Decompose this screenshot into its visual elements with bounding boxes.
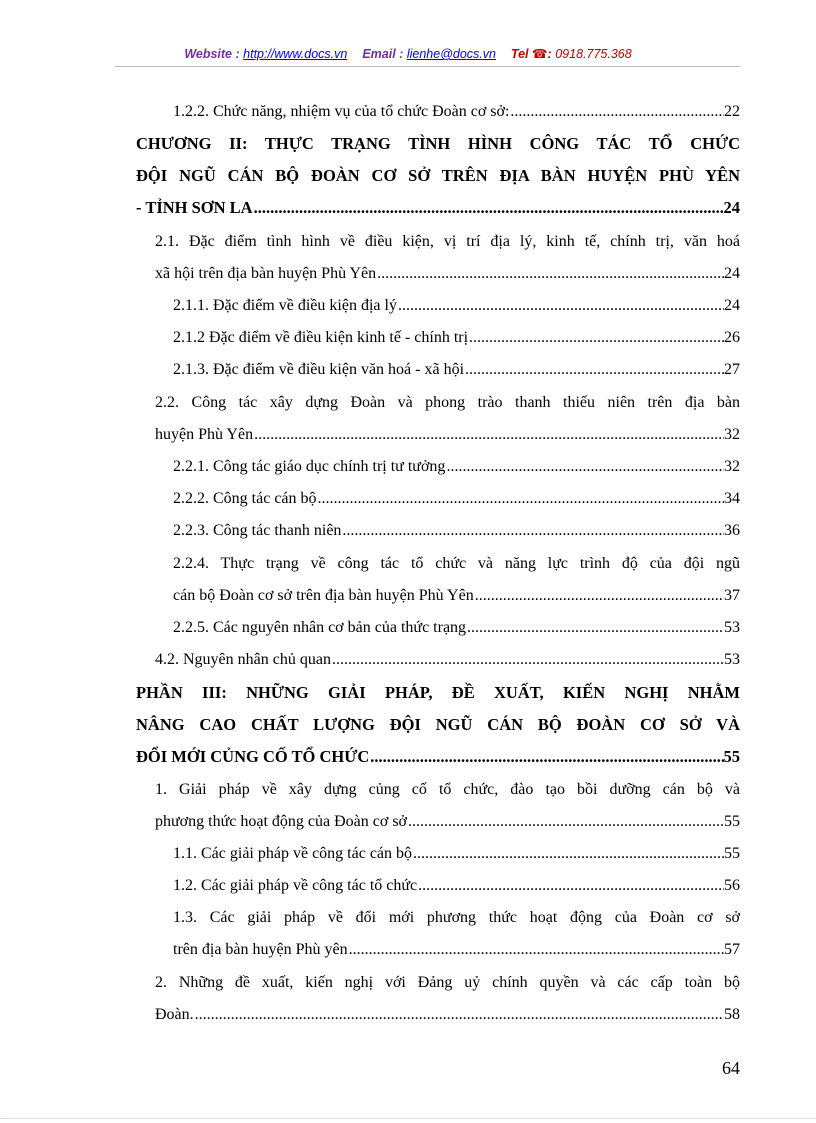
toc-entry[interactable]: 2.1. Đặc điểm tình hình về điều kiện, vị trí địa lý, kinh tế, chính trị, văn hoá xyxy=(155,233,740,250)
toc-entry[interactable]: Đoàn. ..... 58 xyxy=(155,999,740,1031)
toc-entry[interactable]: 2. Những đề xuất, kiến nghị với Đảng uỷ chính quyền và các cấp toàn bộ xyxy=(155,974,740,991)
toc-entry[interactable]: NÂNG CAO CHẤT LƯỢNG ĐỘI NGŨ CÁN BỘ ĐOÀN CƠ SỞ VÀ xyxy=(136,715,740,734)
toc-entry[interactable]: ĐỘI NGŨ CÁN BỘ ĐOÀN CƠ SỞ TRÊN ĐỊA BÀN HUYỆN PHÙ YÊN xyxy=(136,166,740,185)
toc-entry[interactable]: 2.2.3. Công tác thanh niên ..... 36 xyxy=(173,515,740,547)
email-label: Email : xyxy=(362,47,404,61)
toc-entry[interactable]: 2.1.1. Đặc điểm về điều kiện địa lý ..... 24 xyxy=(173,290,740,322)
toc-entry[interactable]: 2.2.5. Các nguyên nhân cơ bản của thức trạng ..... 53 xyxy=(173,612,740,644)
website-link[interactable]: http://www.docs.vn xyxy=(243,47,348,61)
toc-entry[interactable]: - TỈNH SƠN LA ..... 24 xyxy=(136,192,740,224)
toc-entry[interactable]: cán bộ Đoàn cơ sở trên địa bàn huyện Phù Yên ..... 37 xyxy=(173,580,740,612)
toc-entry[interactable]: huyện Phù Yên ..... 32 xyxy=(155,419,740,451)
toc-entry[interactable]: ĐỔI MỚI CỦNG CỐ TỔ CHỨC ..... 55 xyxy=(136,741,740,773)
toc-entry[interactable]: 2.1.2 Đặc điểm về điều kiện kinh tế - chính trị ..... 26 xyxy=(173,322,740,354)
header-divider xyxy=(115,66,740,67)
toc-entry[interactable]: 2.2.4. Thực trạng về công tác tổ chức và năng lực trình độ của đội ngũ xyxy=(173,555,740,572)
toc-entry[interactable]: 2.2.2. Công tác cán bộ ..... 34 xyxy=(173,483,740,515)
email-link[interactable]: lienhe@docs.vn xyxy=(406,47,496,61)
toc-entry[interactable]: 1.2.2. Chức năng, nhiệm vụ của tổ chức Đoàn cơ sở: ..... 22 xyxy=(173,96,740,128)
page-header xyxy=(0,46,816,61)
tel-number: 0918.775.368 xyxy=(555,47,632,61)
tel-label: Tel ☎: xyxy=(510,47,552,61)
toc-entry[interactable]: 1.2. Các giải pháp về công tác tổ chức ..... 56 xyxy=(173,870,740,902)
toc-entry[interactable]: 2.1.3. Đặc điểm về điều kiện văn hoá - xã hội ..... 27 xyxy=(173,354,740,386)
toc-entry[interactable]: xã hội trên địa bàn huyện Phù Yên ..... 24 xyxy=(155,258,740,290)
toc-entry[interactable]: CHƯƠNG II: THỰC TRẠNG TÌNH HÌNH CÔNG TÁC TỔ CHỨC xyxy=(136,134,740,153)
toc-entry[interactable]: 2.2. Công tác xây dựng Đoàn và phong trào thanh thiếu niên trên địa bàn xyxy=(155,394,740,411)
page-number: 64 xyxy=(722,1058,740,1078)
toc-entry[interactable]: 1.3. Các giải pháp về đổi mới phương thức hoạt động của Đoàn cơ sở xyxy=(173,909,740,926)
website-label: Website : xyxy=(184,47,240,61)
footer-divider xyxy=(0,1118,816,1119)
toc-entry[interactable]: 1. Giải pháp về xây dựng củng cố tổ chức, đào tạo bồi dưỡng cán bộ và xyxy=(155,781,740,798)
toc-entry[interactable]: 2.2.1. Công tác giáo dục chính trị tư tưởng ..... 32 xyxy=(173,451,740,483)
toc-entry[interactable]: PHẦN III: NHỮNG GIẢI PHÁP, ĐỀ XUẤT, KIẾN NGHỊ NHẰM xyxy=(136,683,740,702)
toc-entry[interactable]: 4.2. Nguyên nhân chủ quan ..... 53 xyxy=(155,644,740,676)
toc-entry[interactable]: trên địa bàn huyện Phù yên ..... 57 xyxy=(173,934,740,966)
toc-entry[interactable]: 1.1. Các giải pháp về công tác cán bộ ..... 55 xyxy=(173,838,740,870)
toc-entry[interactable]: phương thức hoạt động của Đoàn cơ sở ..... 55 xyxy=(155,806,740,838)
